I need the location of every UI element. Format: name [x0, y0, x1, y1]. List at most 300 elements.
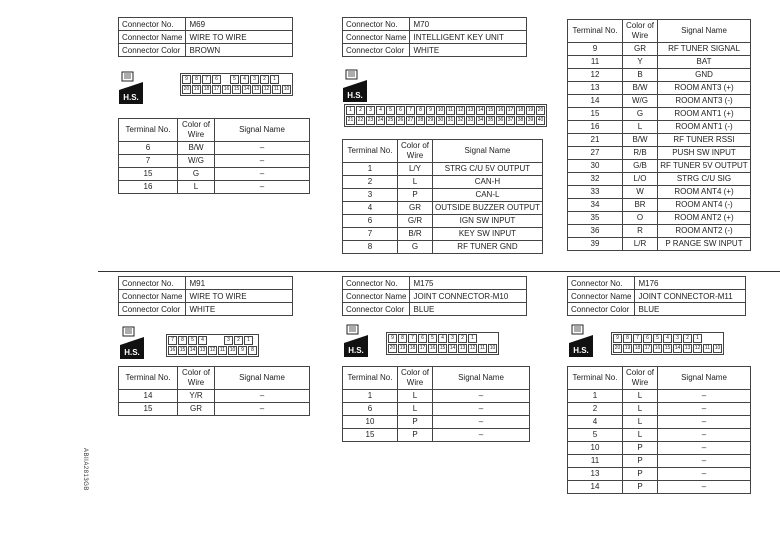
terminal-no: 1	[343, 163, 398, 176]
connector-pin: 19	[527, 107, 534, 113]
wire-color: P	[398, 429, 433, 442]
wire-color: Y/R	[178, 390, 215, 403]
signal-name: ROOM ANT4 (+)	[658, 186, 751, 199]
figure-code: ABIIA2813GB	[82, 448, 88, 491]
connector-pin: 5	[230, 75, 239, 84]
table-row	[343, 176, 543, 189]
terminal-no: 15	[119, 168, 178, 181]
terminal-no: 12	[568, 69, 623, 82]
m175-connector-color: BLUE	[410, 303, 527, 316]
table-row	[568, 455, 751, 468]
connector-pin: 14	[189, 347, 196, 353]
connector-pin: 15	[179, 347, 186, 353]
hs-icon	[119, 70, 143, 104]
m176-connector-face	[611, 332, 724, 355]
connector-pin: 4	[438, 334, 447, 343]
col-signal-name: Signal Name	[215, 367, 310, 390]
connector-pin: 8	[248, 346, 257, 355]
table-row	[343, 189, 543, 202]
signal-name: GND	[658, 69, 751, 82]
pin-row-bottom	[388, 344, 497, 353]
table-row	[568, 56, 751, 69]
signal-name: ROOM ANT4 (-)	[658, 199, 751, 212]
pin-row-bottom	[346, 116, 545, 125]
col-signal-name: Signal Name	[658, 367, 751, 390]
connector-pin: 18	[203, 86, 210, 92]
connector-pin: 7	[408, 334, 417, 343]
connector-pin: 1	[693, 334, 702, 343]
terminal-no: 14	[568, 481, 623, 494]
m70-connector-face	[344, 104, 547, 127]
signal-name: –	[433, 429, 530, 442]
terminal-no: 2	[343, 176, 398, 189]
label-connector-name: Connector Name	[568, 290, 635, 303]
connector-pin: 17	[419, 345, 426, 351]
terminal-no: 15	[119, 403, 178, 416]
connector-pin: 2	[683, 334, 692, 343]
connector-pin: 9	[613, 334, 622, 343]
connector-pin: 14	[243, 86, 250, 92]
signal-name: ROOM ANT3 (-)	[658, 95, 751, 108]
m70-info	[342, 17, 527, 57]
wire-color: L	[398, 176, 433, 189]
connector-pin: 3	[250, 75, 259, 84]
m91-connector-face	[166, 334, 259, 357]
connector-pin: 19	[624, 345, 631, 351]
table-row	[568, 160, 751, 173]
svg-text:H.S.: H.S.	[124, 348, 140, 357]
connector-pin: 16	[497, 107, 504, 113]
label-connector-name: Connector Name	[343, 31, 410, 44]
m70-terminal-table-continued	[567, 19, 751, 251]
wire-color: L	[398, 390, 433, 403]
connector-pin: 6	[418, 334, 427, 343]
m175-connector-name: JOINT CONNECTOR-M10	[410, 290, 527, 303]
signal-name: –	[215, 181, 310, 194]
signal-name: KEY SW INPUT	[433, 228, 543, 241]
svg-text:H.S.: H.S.	[348, 346, 364, 355]
col-terminal-no: Terminal No.	[568, 20, 623, 43]
pin-row-bottom	[613, 344, 722, 353]
connector-pin: 23	[367, 117, 374, 123]
table-row	[343, 241, 543, 254]
pin-row-top	[346, 106, 545, 115]
hs-icon	[569, 323, 593, 357]
connector-pin: 26	[397, 117, 404, 123]
signal-name: –	[658, 455, 751, 468]
connector-pin: 4	[663, 334, 672, 343]
connector-pin: 2	[234, 336, 243, 345]
connector-pin: 3	[366, 106, 375, 115]
terminal-no: 3	[343, 189, 398, 202]
connector-pin: 8	[178, 336, 187, 345]
wire-color: GR	[398, 202, 433, 215]
connector-pin: 12	[209, 347, 216, 353]
connector-pin: 3	[448, 334, 457, 343]
signal-name: –	[215, 142, 310, 155]
table-row	[568, 442, 751, 455]
connector-pin: 40	[537, 117, 544, 123]
m69-terminal-table	[118, 118, 310, 194]
connector-pin: 34	[477, 117, 484, 123]
hs-icon	[120, 325, 144, 359]
col-color-of-wire: Color of Wire	[398, 140, 433, 163]
m91-terminal-table	[118, 366, 310, 416]
col-terminal-no: Terminal No.	[343, 140, 398, 163]
signal-name: –	[433, 403, 530, 416]
terminal-no: 15	[343, 429, 398, 442]
table-row	[343, 403, 530, 416]
label-connector-color: Connector Color	[568, 303, 635, 316]
terminal-no: 39	[568, 238, 623, 251]
label-connector-name: Connector Name	[343, 290, 410, 303]
connector-pin: 4	[198, 336, 207, 345]
table-row	[568, 121, 751, 134]
table-row	[119, 142, 310, 155]
connector-pin	[208, 336, 215, 343]
connector-pin: 11	[479, 345, 486, 351]
col-signal-name: Signal Name	[433, 140, 543, 163]
signal-name: –	[215, 390, 310, 403]
connector-pin: 31	[447, 117, 454, 123]
pin-row-bottom	[168, 346, 257, 355]
m91-connector-color: WHITE	[186, 303, 293, 316]
col-color-of-wire: Color of Wire	[623, 20, 658, 43]
connector-pin: 15	[233, 86, 240, 92]
connector-pin: 27	[407, 117, 414, 123]
table-row	[568, 416, 751, 429]
connector-pin: 15	[664, 345, 671, 351]
m69-connector-face	[180, 73, 293, 96]
table-row	[119, 155, 310, 168]
signal-name: –	[433, 416, 530, 429]
connector-pin: 21	[347, 117, 354, 123]
connector-pin: 1	[468, 334, 477, 343]
connector-pin: 11	[219, 347, 226, 353]
wire-color: O	[623, 212, 658, 225]
connector-pin: 9	[238, 346, 247, 355]
wire-color: L	[398, 403, 433, 416]
connector-pin: 33	[467, 117, 474, 123]
section-divider	[98, 271, 780, 272]
connector-pin: 7	[406, 106, 415, 115]
connector-pin: 10	[714, 345, 721, 351]
table-row	[343, 163, 543, 176]
connector-pin: 12	[694, 345, 701, 351]
signal-name: –	[658, 442, 751, 455]
table-row	[568, 225, 751, 238]
table-row	[568, 212, 751, 225]
table-row	[568, 403, 751, 416]
connector-pin: 9	[182, 75, 191, 84]
signal-name: STRG C/U SIG	[658, 173, 751, 186]
terminal-no: 10	[568, 442, 623, 455]
connector-pin	[222, 75, 229, 82]
terminal-no: 16	[568, 121, 623, 134]
terminal-no: 15	[568, 108, 623, 121]
terminal-no: 32	[568, 173, 623, 186]
table-row	[568, 186, 751, 199]
col-terminal-no: Terminal No.	[343, 367, 398, 390]
connector-pin: 6	[212, 75, 221, 84]
label-connector-color: Connector Color	[343, 44, 410, 57]
terminal-no: 30	[568, 160, 623, 173]
m176-connector-color: BLUE	[635, 303, 746, 316]
connector-pin: 7	[168, 336, 177, 345]
col-terminal-no: Terminal No.	[119, 119, 178, 142]
wire-color: B	[623, 69, 658, 82]
pin-row-top	[182, 75, 291, 84]
signal-name: ROOM ANT3 (+)	[658, 82, 751, 95]
label-connector-no: Connector No.	[119, 18, 186, 31]
m176-terminal-table	[567, 366, 751, 494]
signal-name: –	[215, 403, 310, 416]
terminal-no: 11	[568, 56, 623, 69]
m175-info	[342, 276, 527, 316]
label-connector-name: Connector Name	[119, 290, 186, 303]
wire-color: W/G	[623, 95, 658, 108]
signal-name: RF TUNER RSSI	[658, 134, 751, 147]
pin-row-top	[388, 334, 497, 343]
connector-pin: 11	[704, 345, 711, 351]
signal-name: –	[658, 481, 751, 494]
table-row	[343, 202, 543, 215]
signal-name: –	[658, 468, 751, 481]
connector-pin: 5	[386, 106, 395, 115]
wire-color: L	[623, 429, 658, 442]
signal-name: ROOM ANT1 (-)	[658, 121, 751, 134]
terminal-no: 27	[568, 147, 623, 160]
connector-pin: 8	[416, 106, 425, 115]
hs-icon	[343, 68, 367, 102]
table-row	[568, 147, 751, 160]
label-connector-color: Connector Color	[119, 44, 186, 57]
m70-connector-no: M70	[410, 18, 527, 31]
m175-connector-no: M175	[410, 277, 527, 290]
wire-color: G	[398, 241, 433, 254]
terminal-no: 13	[568, 82, 623, 95]
connector-pin: 5	[188, 336, 197, 345]
terminal-no: 16	[119, 181, 178, 194]
wire-color: L/Y	[398, 163, 433, 176]
wire-color: Y	[623, 56, 658, 69]
m70-terminal-table	[342, 139, 543, 254]
connector-pin: 10	[229, 347, 236, 353]
m69-info	[118, 17, 293, 57]
connector-pin: 14	[674, 345, 681, 351]
m70-connector-name: INTELLIGENT KEY UNIT	[410, 31, 527, 44]
connector-pin: 6	[643, 334, 652, 343]
connector-pin: 29	[427, 117, 434, 123]
connector-pin: 13	[459, 345, 466, 351]
wire-color: L	[623, 121, 658, 134]
connector-pin: 15	[439, 345, 446, 351]
connector-pin: 16	[169, 347, 176, 353]
signal-name: ROOM ANT2 (+)	[658, 212, 751, 225]
wire-color: GR	[623, 43, 658, 56]
wire-color: P	[623, 481, 658, 494]
col-color-of-wire: Color of Wire	[178, 367, 215, 390]
connector-pin: 2	[356, 106, 365, 115]
signal-name: –	[658, 429, 751, 442]
table-row	[568, 468, 751, 481]
wire-color: B/W	[623, 134, 658, 147]
table-row	[568, 173, 751, 186]
wire-color: B/W	[178, 142, 215, 155]
connector-pin: 17	[507, 107, 514, 113]
wire-color: W	[623, 186, 658, 199]
label-connector-no: Connector No.	[343, 277, 410, 290]
wire-color: R/B	[623, 147, 658, 160]
signal-name: BAT	[658, 56, 751, 69]
connector-pin: 20	[389, 345, 396, 351]
wire-color: R	[623, 225, 658, 238]
terminal-no: 11	[568, 455, 623, 468]
hs-icon	[344, 323, 368, 357]
label-connector-no: Connector No.	[119, 277, 186, 290]
connector-pin: 15	[487, 107, 494, 113]
terminal-no: 33	[568, 186, 623, 199]
connector-pin: 18	[634, 345, 641, 351]
label-connector-color: Connector Color	[119, 303, 186, 316]
m91-info	[118, 276, 293, 316]
terminal-no: 21	[568, 134, 623, 147]
connector-pin: 14	[449, 345, 456, 351]
table-row	[343, 416, 530, 429]
terminal-no: 6	[119, 142, 178, 155]
terminal-no: 8	[343, 241, 398, 254]
terminal-no: 9	[568, 43, 623, 56]
terminal-no: 35	[568, 212, 623, 225]
svg-text:H.S.: H.S.	[573, 346, 589, 355]
terminal-no: 4	[343, 202, 398, 215]
connector-pin	[216, 336, 223, 343]
col-terminal-no: Terminal No.	[568, 367, 623, 390]
terminal-no: 36	[568, 225, 623, 238]
connector-pin: 16	[429, 345, 436, 351]
signal-name: RF TUNER 5V OUTPUT	[658, 160, 751, 173]
signal-name: CAN-H	[433, 176, 543, 189]
label-connector-no: Connector No.	[568, 277, 635, 290]
connector-pin: 10	[489, 345, 496, 351]
connector-pin: 1	[270, 75, 279, 84]
connector-pin: 8	[398, 334, 407, 343]
connector-pin: 30	[437, 117, 444, 123]
terminal-no: 5	[568, 429, 623, 442]
connector-pin: 11	[447, 107, 454, 113]
terminal-no: 4	[568, 416, 623, 429]
label-connector-no: Connector No.	[343, 18, 410, 31]
label-connector-name: Connector Name	[119, 31, 186, 44]
connector-pin: 36	[497, 117, 504, 123]
connector-pin: 10	[283, 86, 290, 92]
table-row	[568, 199, 751, 212]
table-row	[343, 429, 530, 442]
m176-connector-name: JOINT CONNECTOR-M11	[635, 290, 746, 303]
terminal-no: 10	[343, 416, 398, 429]
wire-color: W/G	[178, 155, 215, 168]
m69-connector-name: WIRE TO WIRE	[186, 31, 293, 44]
col-signal-name: Signal Name	[658, 20, 751, 43]
table-row	[568, 134, 751, 147]
wire-color: L	[623, 390, 658, 403]
connector-pin: 1	[244, 336, 253, 345]
wire-color: B/R	[398, 228, 433, 241]
connector-pin: 11	[273, 86, 280, 92]
m176-info	[567, 276, 746, 316]
connector-pin: 8	[623, 334, 632, 343]
table-row	[568, 82, 751, 95]
connector-pin: 19	[399, 345, 406, 351]
connector-pin: 32	[457, 117, 464, 123]
connector-pin: 22	[357, 117, 364, 123]
table-row	[568, 95, 751, 108]
pin-row-top	[613, 334, 722, 343]
connector-pin: 4	[376, 106, 385, 115]
terminal-no: 14	[119, 390, 178, 403]
connector-pin: 9	[426, 106, 435, 115]
connector-pin: 20	[183, 86, 190, 92]
m69-connector-no: M69	[186, 18, 293, 31]
svg-text:H.S.: H.S.	[347, 91, 363, 100]
table-row	[568, 429, 751, 442]
connector-pin: 18	[409, 345, 416, 351]
col-color-of-wire: Color of Wire	[398, 367, 433, 390]
table-row	[119, 181, 310, 194]
signal-name: OUTSIDE BUZZER OUTPUT	[433, 202, 543, 215]
connector-pin: 28	[417, 117, 424, 123]
connector-pin: 13	[467, 107, 474, 113]
table-row	[343, 215, 543, 228]
wire-color: P	[398, 189, 433, 202]
wire-color: L/O	[623, 173, 658, 186]
wire-color: BR	[623, 199, 658, 212]
connector-pin: 19	[193, 86, 200, 92]
signal-name: PUSH SW INPUT	[658, 147, 751, 160]
signal-name: –	[658, 403, 751, 416]
signal-name: –	[433, 390, 530, 403]
connector-pin: 12	[469, 345, 476, 351]
m69-connector-color: BROWN	[186, 44, 293, 57]
connector-pin: 12	[457, 107, 464, 113]
connector-pin: 20	[614, 345, 621, 351]
m176-connector-no: M176	[635, 277, 746, 290]
connector-pin: 13	[684, 345, 691, 351]
m91-connector-name: WIRE TO WIRE	[186, 290, 293, 303]
terminal-no: 13	[568, 468, 623, 481]
signal-name: –	[658, 416, 751, 429]
wire-color: L	[178, 181, 215, 194]
signal-name: ROOM ANT2 (-)	[658, 225, 751, 238]
connector-pin: 14	[477, 107, 484, 113]
connector-pin: 12	[263, 86, 270, 92]
connector-pin: 2	[458, 334, 467, 343]
terminal-no: 2	[568, 403, 623, 416]
table-row	[568, 108, 751, 121]
connector-pin: 5	[428, 334, 437, 343]
signal-name: CAN-L	[433, 189, 543, 202]
terminal-no: 7	[343, 228, 398, 241]
connector-pin: 3	[673, 334, 682, 343]
wire-color: L	[623, 403, 658, 416]
connector-pin: 5	[653, 334, 662, 343]
connector-pin: 17	[213, 86, 220, 92]
table-row	[568, 43, 751, 56]
col-signal-name: Signal Name	[215, 119, 310, 142]
m70-connector-color: WHITE	[410, 44, 527, 57]
label-connector-color: Connector Color	[343, 303, 410, 316]
connector-pin: 7	[633, 334, 642, 343]
